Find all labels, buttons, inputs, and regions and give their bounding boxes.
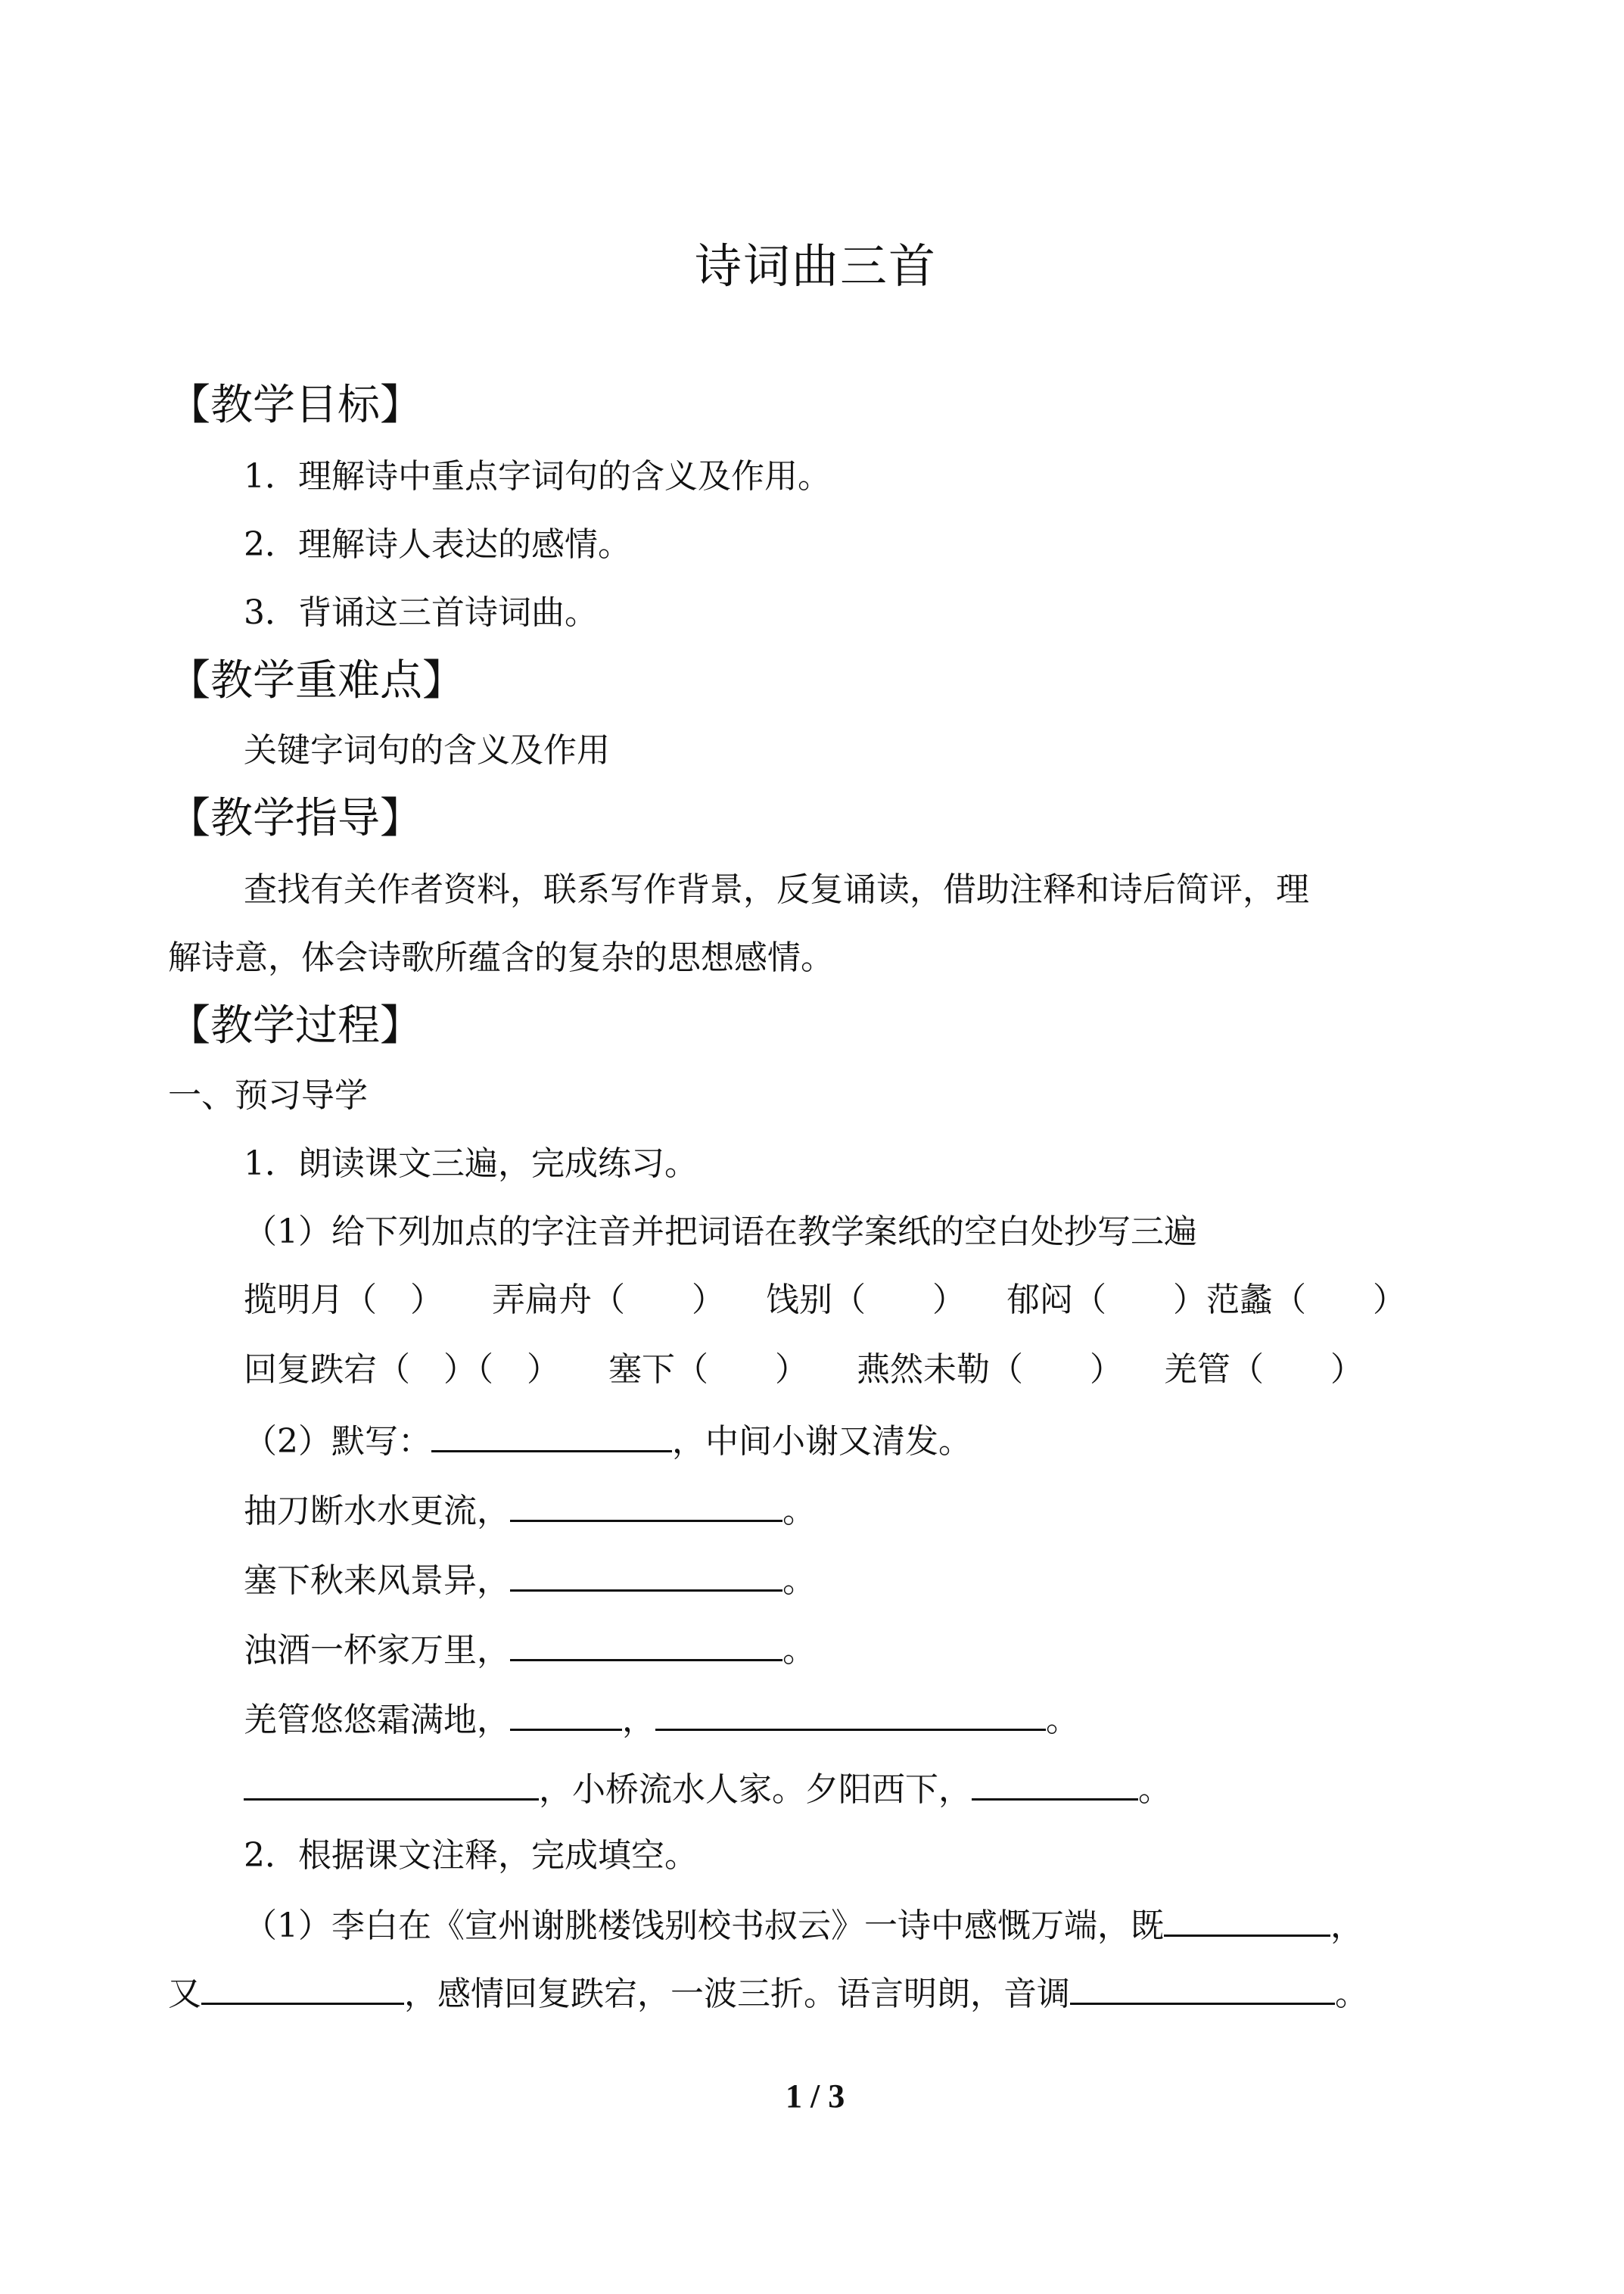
fill-blank[interactable] <box>510 1626 782 1661</box>
pinyin-item: 弄扁舟（ ） <box>492 1281 725 1319</box>
dictation-punct: 。 <box>782 1561 816 1600</box>
task-text: ，感情回复跌宕，一波三折。语言明朗，音调 <box>404 1975 1070 2013</box>
task-punct: ， <box>1330 1906 1364 1945</box>
pinyin-item: 郁闷（ ）范蠡（ ） <box>1006 1281 1406 1319</box>
pinyin-row-2 <box>244 1347 1364 1393</box>
task-text: 又 <box>168 1975 201 2013</box>
task-2-1-line-1 <box>244 1901 1364 1949</box>
task-1: 1．朗读课文三遍，完成练习。 <box>244 1144 698 1183</box>
dictation-label: （2）默写： <box>244 1422 431 1461</box>
dictation-line-3 <box>244 1556 816 1604</box>
section-heading-key-points: 【教学重难点】 <box>168 656 465 705</box>
section-heading-process: 【教学过程】 <box>168 1001 422 1051</box>
fill-blank[interactable] <box>510 1556 782 1592</box>
subsection-preview: 一、预习导学 <box>168 1076 368 1115</box>
key-points-text: 关键字词句的含义及作用 <box>244 731 610 770</box>
dictation-punct: 。 <box>782 1492 816 1530</box>
dictation-punct: 。 <box>1046 1701 1079 1739</box>
pinyin-item: 塞下（ ） <box>608 1350 808 1389</box>
pinyin-item: 羌管（ ） <box>1164 1350 1364 1389</box>
fill-blank[interactable] <box>244 1765 539 1801</box>
task-text: （1）李白在《宣州谢朓楼饯别校书叔云》一诗中感慨万端，既 <box>244 1906 1164 1945</box>
dictation-text: 塞下秋来风景异， <box>244 1561 510 1600</box>
pinyin-item: 燕然未勒（ ） <box>857 1350 1123 1389</box>
dictation-text: 浊酒一杯家万里， <box>244 1631 510 1670</box>
fill-blank[interactable] <box>510 1695 622 1731</box>
dictation-line-6 <box>244 1765 1171 1813</box>
page-number: 1 / 3 <box>786 2078 845 2115</box>
pinyin-row-1 <box>244 1278 1406 1323</box>
dictation-line-5 <box>244 1695 1079 1743</box>
dictation-line-1 <box>244 1417 972 1464</box>
page-title: 诗词曲三首 <box>695 238 938 294</box>
guidance-line-1: 查找有关作者资料，联系写作背景，反复诵读，借助注释和诗后简评，理 <box>244 870 1309 909</box>
pinyin-item: 揽明月（ ） <box>244 1281 443 1319</box>
fill-blank[interactable] <box>201 1969 404 2005</box>
task-2-1-line-2 <box>168 1969 1368 2017</box>
fill-blank[interactable] <box>1164 1901 1330 1937</box>
section-heading-objectives: 【教学目标】 <box>168 381 422 430</box>
task-2: 2．根据课文注释，完成填空。 <box>244 1836 698 1875</box>
dictation-punct: ， <box>622 1701 655 1739</box>
dictation-text: 羌管悠悠霜满地， <box>244 1701 510 1739</box>
pinyin-item: 饯别（ ） <box>766 1281 966 1319</box>
dictation-punct: 。 <box>782 1631 816 1670</box>
dictation-punct: 。 <box>1138 1770 1171 1809</box>
fill-blank[interactable] <box>510 1486 782 1522</box>
fill-blank[interactable] <box>431 1417 672 1452</box>
dictation-text: 抽刀断水水更流， <box>244 1492 510 1530</box>
task-punct: 。 <box>1335 1975 1368 2013</box>
task-1-1: （1）给下列加点的字注音并把词语在教学案纸的空白处抄写三遍 <box>244 1212 1197 1251</box>
fill-blank[interactable] <box>972 1765 1138 1801</box>
guidance-line-2: 解诗意，体会诗歌所蕴含的复杂的思想感情。 <box>168 938 834 977</box>
section-heading-guidance: 【教学指导】 <box>168 794 422 843</box>
pinyin-item: 回复跌宕（ ）（ ） <box>244 1350 560 1389</box>
dictation-line-4 <box>244 1626 816 1673</box>
fill-blank[interactable] <box>655 1695 1046 1731</box>
dictation-text: ，中间小谢又清发。 <box>672 1422 972 1461</box>
objective-item-1: 1．理解诗中重点字词句的含义及作用。 <box>244 457 831 496</box>
dictation-line-2 <box>244 1486 816 1534</box>
objective-item-2: 2．理解诗人表达的感情。 <box>244 525 631 564</box>
fill-blank[interactable] <box>1070 1969 1335 2005</box>
dictation-text: ，小桥流水人家。夕阳西下， <box>539 1770 972 1809</box>
objective-item-3: 3．背诵这三首诗词曲。 <box>244 593 598 632</box>
